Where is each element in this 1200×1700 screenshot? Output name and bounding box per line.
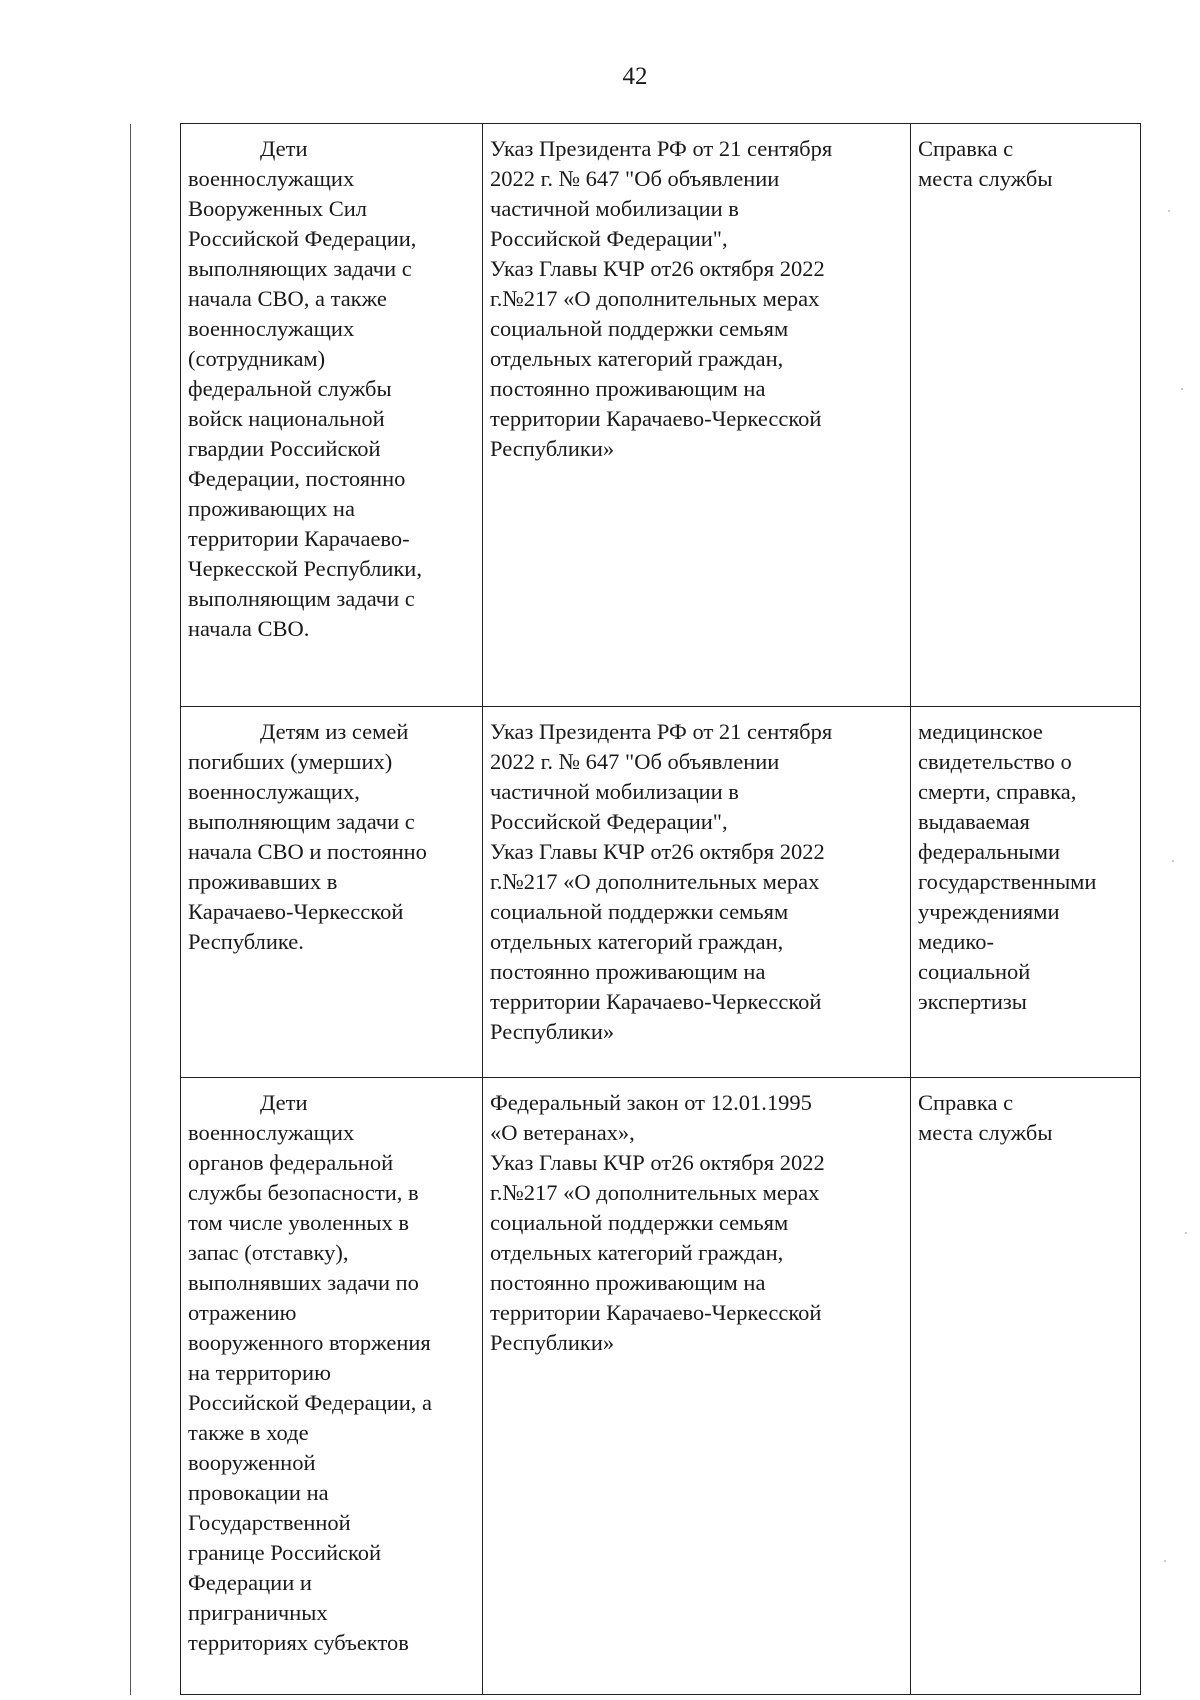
scan-speckle xyxy=(1185,1232,1187,1234)
table-margin-cell xyxy=(131,1078,181,1695)
table-row xyxy=(131,1078,1141,1695)
category-text: военнослужащих органов федеральной службы безопасности, в том числе уволенных в запас (отставку), выполнявших задачи по отражению вооруженного вторжения на территорию Российской Федерации, а также в ходе вооруженной провокации на Государственной границе Российской Федерации и приграничных территориях субъектов xyxy=(188,1120,433,1655)
category-first-line: Дети xyxy=(260,136,308,161)
legal-basis-cell: Федеральный закон от 12.01.1995 «О ветеранах», Указ Главы КЧР от26 октября 2022 г.№217 «О дополнительных мерах социальной поддержки семьям отдельных категорий граждан, постоянно проживающим на территории Карачаево-Черкесской Республики» xyxy=(483,1078,911,1695)
scan-speckle xyxy=(1172,860,1174,862)
scan-speckle xyxy=(1181,388,1183,390)
document-cell: медицинское свидетельство о смерти, справка, выдаваемая федеральными государственными учреждениями медико- социальной экспертизы xyxy=(911,707,1141,1078)
table-row xyxy=(131,124,1141,707)
table-row xyxy=(131,707,1141,1078)
category-cell xyxy=(181,1078,483,1695)
legal-basis-cell: Указ Президента РФ от 21 сентября 2022 г. № 647 "Об объявлении частичной мобилизации в Российской Федерации", Указ Главы КЧР от26 октября 2022 г.№217 «О дополнительных мерах социальной поддержки семьям отдельных категорий граждан, постоянно проживающим на территории Карачаево-Черкесской Республики» xyxy=(483,124,911,707)
table-margin-cell xyxy=(131,707,181,1078)
legal-basis-cell: Указ Президента РФ от 21 сентября 2022 г. № 647 "Об объявлении частичной мобилизации в Российской Федерации", Указ Главы КЧР от26 октября 2022 г.№217 «О дополнительных мерах социальной поддержки семьям отдельных категорий граждан, постоянно проживающим на территории Карачаево-Черкесской Республики» xyxy=(483,707,911,1078)
scan-speckle xyxy=(1164,1560,1166,1562)
category-cell xyxy=(181,707,483,1078)
category-text: военнослужащих Вооруженных Сил Российской Федерации, выполняющих задачи с начала СВО, а также военнослужащих (сотрудникам) федеральной службы войск национальной гвардии Российской Федерации, постоянно проживающих на территории Карачаево- Черкесской Республики, выполняющим задачи с начала СВО. xyxy=(188,166,422,641)
document-cell: Справка с места службы xyxy=(911,1078,1141,1695)
scan-speckle xyxy=(1168,210,1170,212)
category-first-line: Детям из семей xyxy=(260,719,409,744)
document-cell: Справка с места службы xyxy=(911,124,1141,707)
category-cell xyxy=(181,124,483,707)
category-text: погибших (умерших) военнослужащих, выполняющим задачи с начала СВО и постоянно проживавших в Карачаево-Черкесской Республике. xyxy=(188,749,427,954)
page-number: 42 xyxy=(622,63,648,90)
benefits-table xyxy=(130,123,1141,1695)
category-first-line: Дети xyxy=(260,1090,308,1115)
table-margin-cell xyxy=(131,124,181,707)
